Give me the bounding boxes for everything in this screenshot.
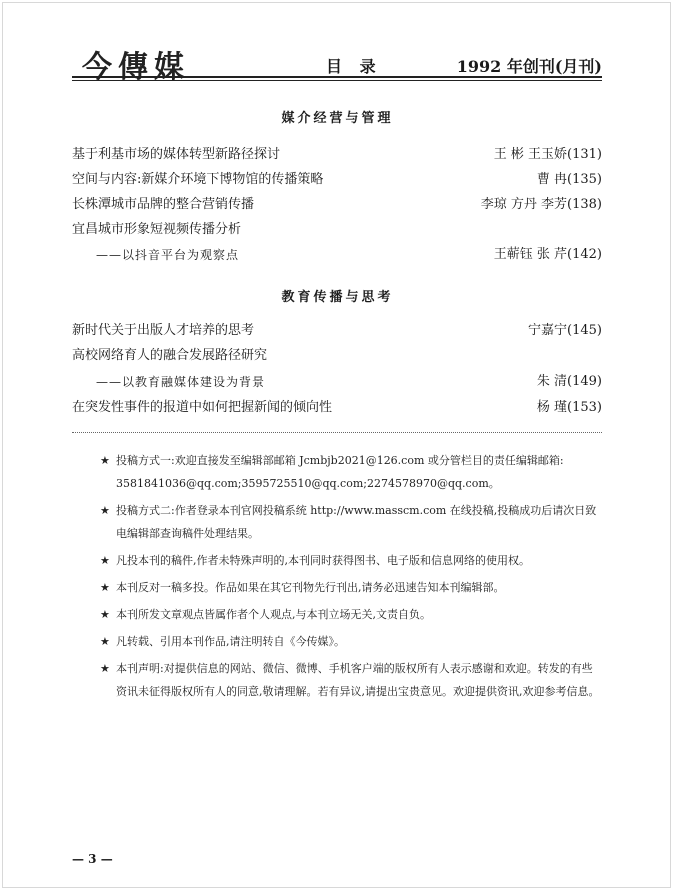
page-header [72,40,602,85]
toc-entry[interactable] [72,145,602,165]
toc-entry[interactable] [72,346,602,366]
entry-title: 长株潭城市品牌的整合营销传播 [72,197,255,212]
section-heading-education: 教育传播与思考 [281,290,394,305]
toc-entry-subtitle[interactable] [72,372,602,392]
notice-item [100,449,600,495]
entry-subtitle: ——以教育融媒体建设为背景 [96,375,266,389]
notice-item [100,603,600,626]
star-icon: ★ [100,608,110,621]
notice-item [100,657,600,703]
toc-entry-subtitle[interactable] [72,245,602,265]
star-icon: ★ [100,454,110,467]
notice-item [100,549,600,572]
entry-authors-page: 王蕲钰 张 芹(142) [493,247,602,262]
toc-entry[interactable] [72,220,602,240]
notice-text: 凡转载、引用本刊作品,请注明转自《今传媒》。 [116,635,345,648]
entry-title: 高校网络育人的融合发展路径研究 [72,348,268,363]
notice-text: 凡投本刊的稿件,作者未特殊声明的,本刊同时获得图书、电子版和信息网络的使用权。 [116,554,530,567]
dotted-divider [72,432,602,433]
star-icon: ★ [100,635,110,648]
notice-item [100,630,600,653]
entry-title: 宜昌城市形象短视频传播分析 [72,222,242,237]
notice-item [100,499,600,545]
notice-text: 本刊反对一稿多投。作品如果在其它刊物先行刊出,请务必迅速告知本刊编辑部。 [116,581,505,594]
toc-entry[interactable] [72,398,602,418]
toc-title: 目 录 [326,57,382,76]
entry-title: 在突发性事件的报道中如何把握新闻的倾向性 [72,400,333,415]
entry-authors-page: 宁嘉宁(145) [528,323,602,338]
header-rule-thin [72,80,602,81]
entry-title: 新时代关于出版人才培养的思考 [72,323,255,338]
entry-title: 基于利基市场的媒体转型新路径探讨 [72,147,281,162]
magazine-logo: 今傳媒 [82,50,190,85]
entry-authors-page: 王 彬 王玉娇(131) [493,147,602,162]
star-icon: ★ [100,554,110,567]
header-rule-thick [72,76,602,78]
toc-entry[interactable] [72,195,602,215]
entry-title: 空间与内容:新媒介环境下博物馆的传播策略 [72,172,324,187]
entry-authors-page: 曹 冉(135) [536,172,602,187]
notice-text: 本刊声明:对提供信息的网站、微信、微博、手机客户端的版权所有人表示感谢和欢迎。转发的有些资讯未征得版权所有人的同意,敬请理解。若有异议,请提出宝贵意见。欢迎提供资讯,欢迎参考信息。 [116,662,600,698]
entry-subtitle: ——以抖音平台为观察点 [96,248,240,262]
entry-authors-page: 李琼 方丹 李芳(138) [480,197,602,212]
notice-list [100,449,600,703]
section-heading-media-management: 媒介经营与管理 [281,111,394,126]
notice-item [100,576,600,599]
notice-text: 投稿方式二:作者登录本刊官网投稿系统 http://www.masscm.com 在线投稿,投稿成功后请次日致电编辑部查询稿件处理结果。 [116,504,597,540]
issue-info: 1992 年创刊(月刊) [456,57,602,76]
notice-text: 本刊所发文章观点皆属作者个人观点,与本刊立场无关,文责自负。 [116,608,431,621]
star-icon: ★ [100,504,110,517]
star-icon: ★ [100,581,110,594]
page-frame [2,2,671,888]
notice-text: 投稿方式一:欢迎直接发至编辑部邮箱 Jcmbjb2021@126.com 或分管栏目的责任编辑邮箱: 3581841036@qq.com;3595725510@qq.com;2274578970@qq.com。 [116,454,564,490]
page-number: — 3 — [72,852,113,866]
toc-entry[interactable] [72,170,602,190]
entry-authors-page: 杨 瑾(153) [536,400,602,415]
toc-entry[interactable] [72,321,602,341]
star-icon: ★ [100,662,110,675]
entry-authors-page: 朱 清(149) [536,374,602,389]
